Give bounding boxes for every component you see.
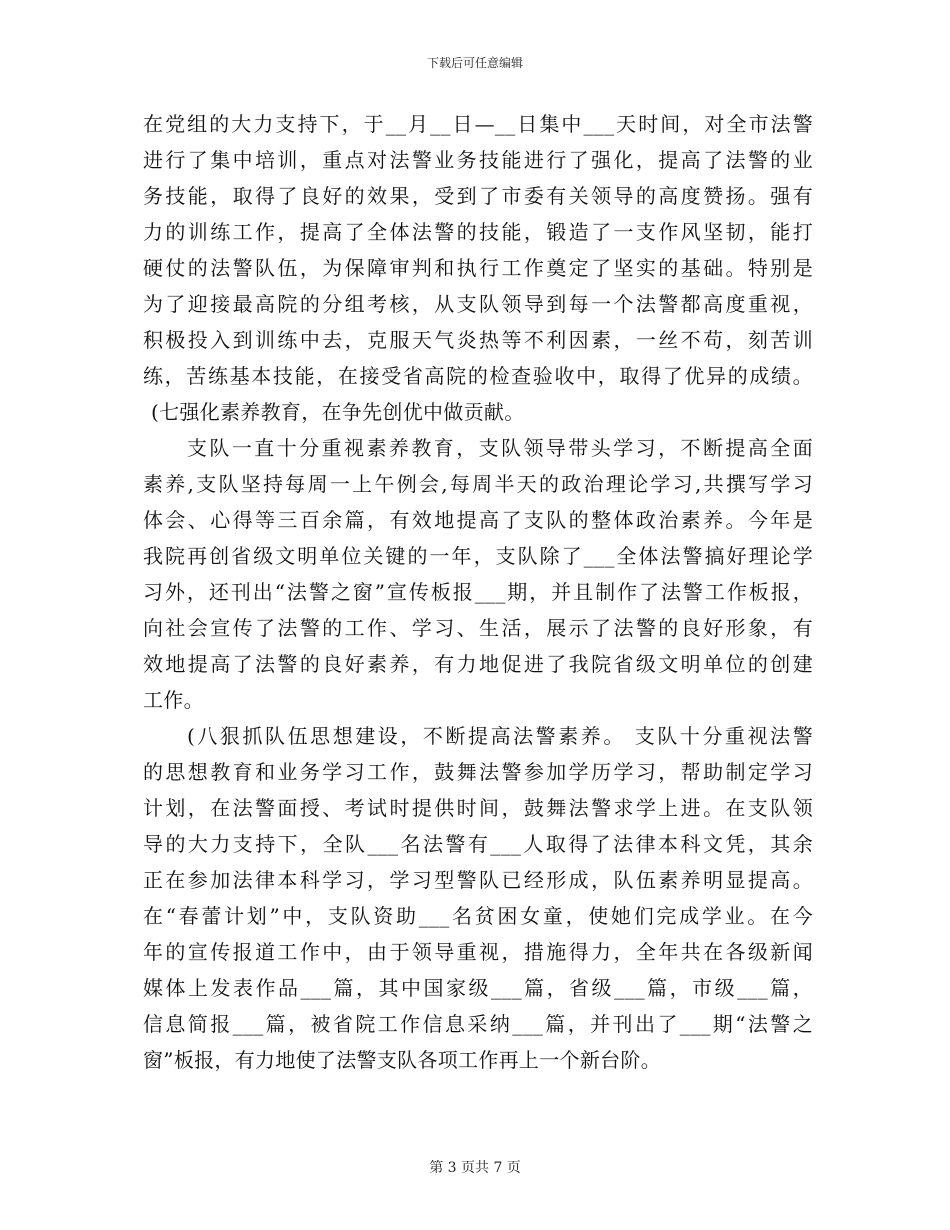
text-line: 素养,支队坚持每周一上午例会,每周半天的政治理论学习,共撰写学习 [143, 472, 813, 496]
text-line: 力的训练工作，提高了全体法警的技能，锻造了一支作风坚韧，能打 [143, 220, 813, 244]
text-line: 导的大力支持下，全队___名法警有___人取得了法律本科文凭，其余 [143, 832, 813, 856]
text-line: 积极投入到训练中去，克服天气炎热等不利因素，一丝不苟，刻苦训 [143, 328, 813, 352]
text-line: 我院再创省级文明单位关键的一年，支队除了___全体法警搞好理论学 [143, 544, 813, 568]
text-line: 信息简报___篇，被省院工作信息采纳___篇，并刊出了___期“法警之 [143, 1012, 813, 1036]
page-footer: 第 3 页共 7 页 [429, 1160, 521, 1176]
text-line: 在“春蕾计划”中，支队资助___名贫困女童，使她们完成学业。在今 [143, 904, 813, 928]
page-header: 下载后可任意编辑 [426, 56, 523, 70]
text-line: 年的宣传报道工作中，由于领导重视，措施得力，全年共在各级新闻 [143, 940, 813, 964]
text-line: 硬仗的法警队伍，为保障审判和执行工作奠定了坚实的基础。特别是 [143, 256, 813, 280]
section-heading: (七强化素养教育，在争先创优中做贡献。 [151, 400, 525, 424]
text-line: 计划，在法警面授、考试时提供时间，鼓舞法警求学上进。在支队领 [143, 796, 813, 820]
text-line: 在党组的大力支持下，于__月__日—__日集中___天时间，对全市法警 [143, 112, 813, 136]
text-line: 窗”板报，有力地使了法警支队各项工作再上一个新台阶。 [143, 1048, 662, 1072]
text-line: 支队一直十分重视素养教育，支队领导带头学习，不断提高全面 [187, 436, 813, 460]
text-line: 向社会宣传了法警的工作、学习、生活，展示了法警的良好形象，有 [143, 616, 813, 640]
text-line: 习外，还刊出“法警之窗”宣传板报___期，并且制作了法警工作板报， [143, 580, 813, 604]
text-line: 练，苦练基本技能，在接受省高院的检查验收中，取得了优异的成绩。 [143, 364, 813, 388]
text-line: 的思想教育和业务学习工作，鼓舞法警参加学历学习，帮助制定学习 [143, 760, 813, 784]
text-line: 正在参加法律本科学习，学习型警队已经形成，队伍素养明显提高。 [143, 868, 813, 892]
text-line: 为了迎接最高院的分组考核，从支队领导到每一个法警都高度重视， [143, 292, 813, 316]
text-line: 效地提高了法警的良好素养，有力地促进了我院省级文明单位的创建 [143, 652, 813, 676]
text-line: 媒体上发表作品___篇，其中国家级___篇，省级___篇，市级___篇， [143, 976, 813, 1000]
text-line: 工作。 [143, 688, 204, 712]
document-body [143, 108, 813, 1080]
text-line: 务技能，取得了良好的效果，受到了市委有关领导的高度赞扬。强有 [143, 184, 813, 208]
section-heading: (八狠抓队伍思想建设，不断提高法警素养。 支队十分重视法警 [187, 724, 813, 748]
text-line: 进行了集中培训，重点对法警业务技能进行了强化，提高了法警的业 [143, 148, 813, 172]
text-line: 体会、心得等三百余篇，有效地提高了支队的整体政治素养。今年是 [143, 508, 813, 532]
